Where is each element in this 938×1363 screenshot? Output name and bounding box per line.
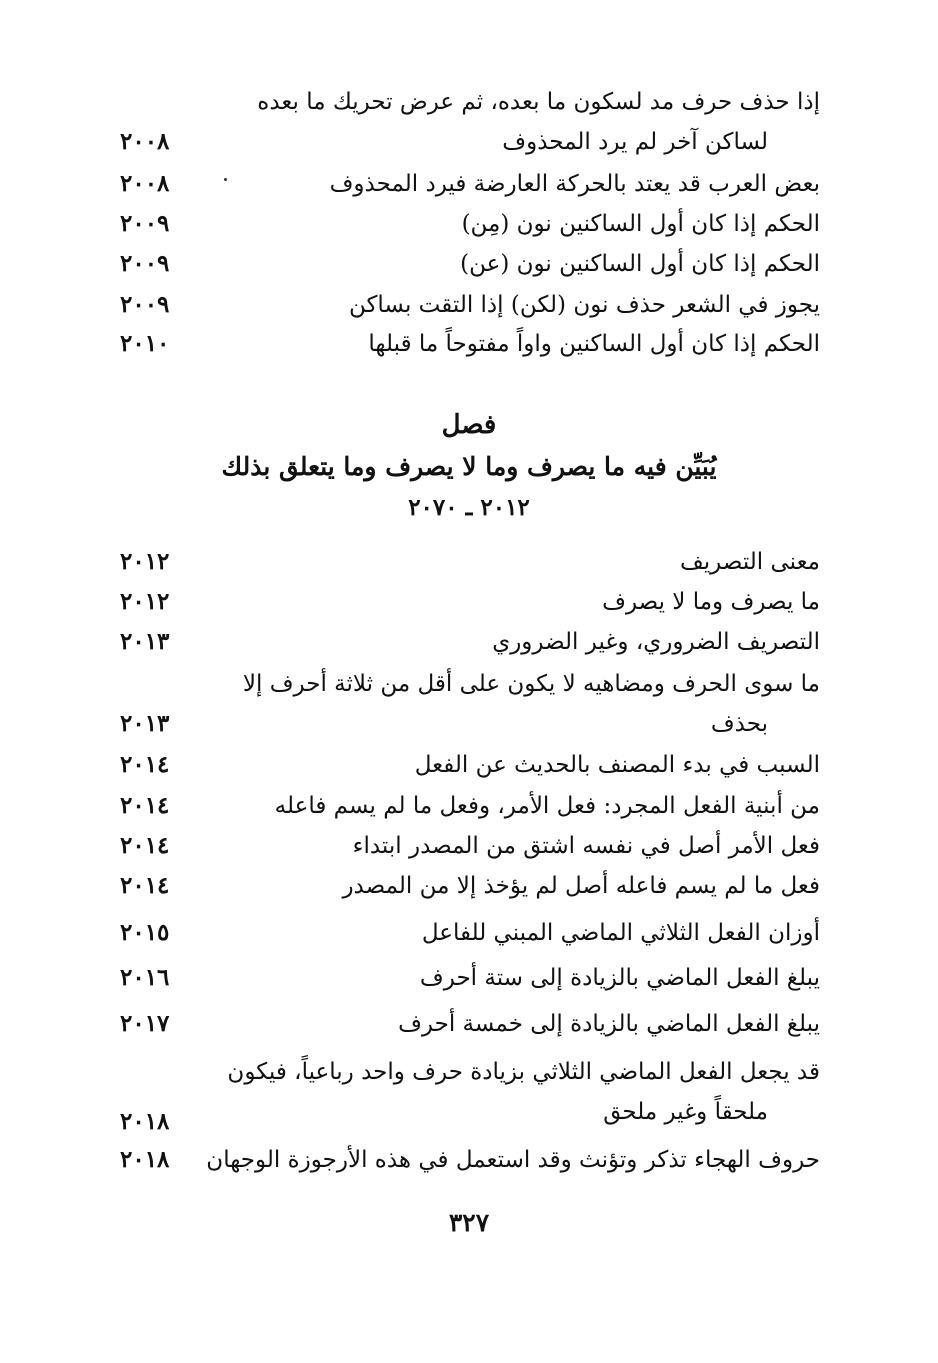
entry-page-number: ٢٠١٣ xyxy=(120,628,170,655)
section-page-range: ٢٠١٢ ـ ٢٠٧٠ xyxy=(408,494,530,521)
entry-page-number: ٢٠٠٩ xyxy=(120,250,170,277)
index-entry xyxy=(120,913,820,953)
entry-text: إذا حذف حرف مد لسكون ما بعده، ثم عرض تحريك ما بعده xyxy=(257,89,820,115)
entry-text: قد يجعل الفعل الماضي الثلاثي بزيادة حرف واحد رباعياً، فيكون xyxy=(227,1059,820,1085)
index-entry xyxy=(120,164,820,204)
entry-text: الحكم إذا كان أول الساكنين نون (مِن) xyxy=(461,211,820,237)
entry-text: من أبنية الفعل المجرد: فعل الأمر، وفعل ما لم يسم فاعله xyxy=(274,793,820,819)
index-entry xyxy=(120,786,820,826)
entry-page-number: ٢٠١٦ xyxy=(120,964,170,991)
entry-page-number: ٢٠١٢ xyxy=(120,588,170,615)
entry-text: يجوز في الشعر حذف نون (لكن) إذا التقت بساكن xyxy=(348,292,820,318)
entry-text: السبب في بدء المصنف بالحديث عن الفعل xyxy=(414,752,820,778)
index-entry xyxy=(120,1052,820,1135)
entry-text-continued: لساكن آخر لم يرد المحذوف xyxy=(502,129,768,155)
entry-page-number: ٢٠١٣ xyxy=(120,710,170,737)
index-entry xyxy=(120,1004,820,1044)
section-subtitle: يُبَيِّن فيه ما يصرف وما لا يصرف وما يتعلق بذلك xyxy=(221,452,717,481)
entry-page-number: ٢٠١٥ xyxy=(120,919,170,946)
entry-text: أوزان الفعل الثلاثي الماضي المبني للفاعل xyxy=(421,920,820,946)
entry-text: ما يصرف وما لا يصرف xyxy=(602,589,820,615)
entry-page-number: ٢٠١٨ xyxy=(120,1108,170,1135)
entry-page-number: ٢٠١٠ xyxy=(120,330,170,357)
index-entry xyxy=(120,324,820,364)
entry-text: بعض العرب قد يعتد بالحركة العارضة فيرد المحذوف xyxy=(329,171,820,197)
entry-page-number: ٢٠١٧ xyxy=(120,1010,170,1037)
index-entry xyxy=(120,582,820,622)
entry-page-number: ٢٠٠٨ xyxy=(120,128,170,155)
entry-page-number: ٢٠٠٩ xyxy=(120,210,170,237)
entry-text: ما سوى الحرف ومضاهيه لا يكون على أقل من ثلاثة أحرف إلا xyxy=(242,671,820,697)
entry-page-number: ٢٠١٤ xyxy=(120,832,170,859)
page-number: ٣٢٧ xyxy=(448,1208,490,1237)
entry-page-number: ٢٠١٨ xyxy=(120,1146,170,1173)
entry-text: الحكم إذا كان أول الساكنين واواً مفتوحاً ما قبلها xyxy=(368,331,820,357)
entry-page-number: ٢٠١٤ xyxy=(120,792,170,819)
entry-page-number: ٢٠١٢ xyxy=(120,548,170,575)
entry-text-continued: بحذف xyxy=(710,711,768,737)
index-entry xyxy=(120,866,820,906)
entry-text: يبلغ الفعل الماضي بالزيادة إلى ستة أحرف xyxy=(419,965,820,991)
entry-text: الحكم إذا كان أول الساكنين نون (عن) xyxy=(460,251,820,277)
index-entry xyxy=(120,204,820,244)
entry-page-number: ٢٠١٤ xyxy=(120,872,170,899)
index-entry xyxy=(120,82,820,162)
index-entry xyxy=(120,244,820,284)
index-entry xyxy=(120,622,820,662)
entry-text: فعل ما لم يسم فاعله أصل لم يؤخذ إلا من المصدر xyxy=(342,873,820,899)
index-entry xyxy=(120,1140,820,1180)
index-entry xyxy=(120,745,820,785)
entry-page-number: ٢٠٠٨ xyxy=(120,170,170,197)
index-entry xyxy=(120,958,820,998)
entry-text-continued: ملحقاً وغير ملحق xyxy=(603,1099,768,1125)
entry-text: حروف الهجاء تذكر وتؤنث وقد استعمل في هذه الأرجوزة الوجهان xyxy=(206,1147,820,1173)
entry-text: فعل الأمر أصل في نفسه اشتق من المصدر ابتداء xyxy=(352,833,820,859)
entry-text: التصريف الضروري، وغير الضروري xyxy=(492,629,820,655)
entry-page-number: ٢٠١٤ xyxy=(120,751,170,778)
entry-text: معنى التصريف xyxy=(679,549,820,575)
index-entry xyxy=(120,542,820,582)
index-entry xyxy=(120,285,820,325)
index-entry xyxy=(120,664,820,744)
entry-text: يبلغ الفعل الماضي بالزيادة إلى خمسة أحرف xyxy=(398,1011,820,1037)
index-entry xyxy=(120,826,820,866)
entry-page-number: ٢٠٠٩ xyxy=(120,291,170,318)
section-title: فصل xyxy=(441,410,497,440)
